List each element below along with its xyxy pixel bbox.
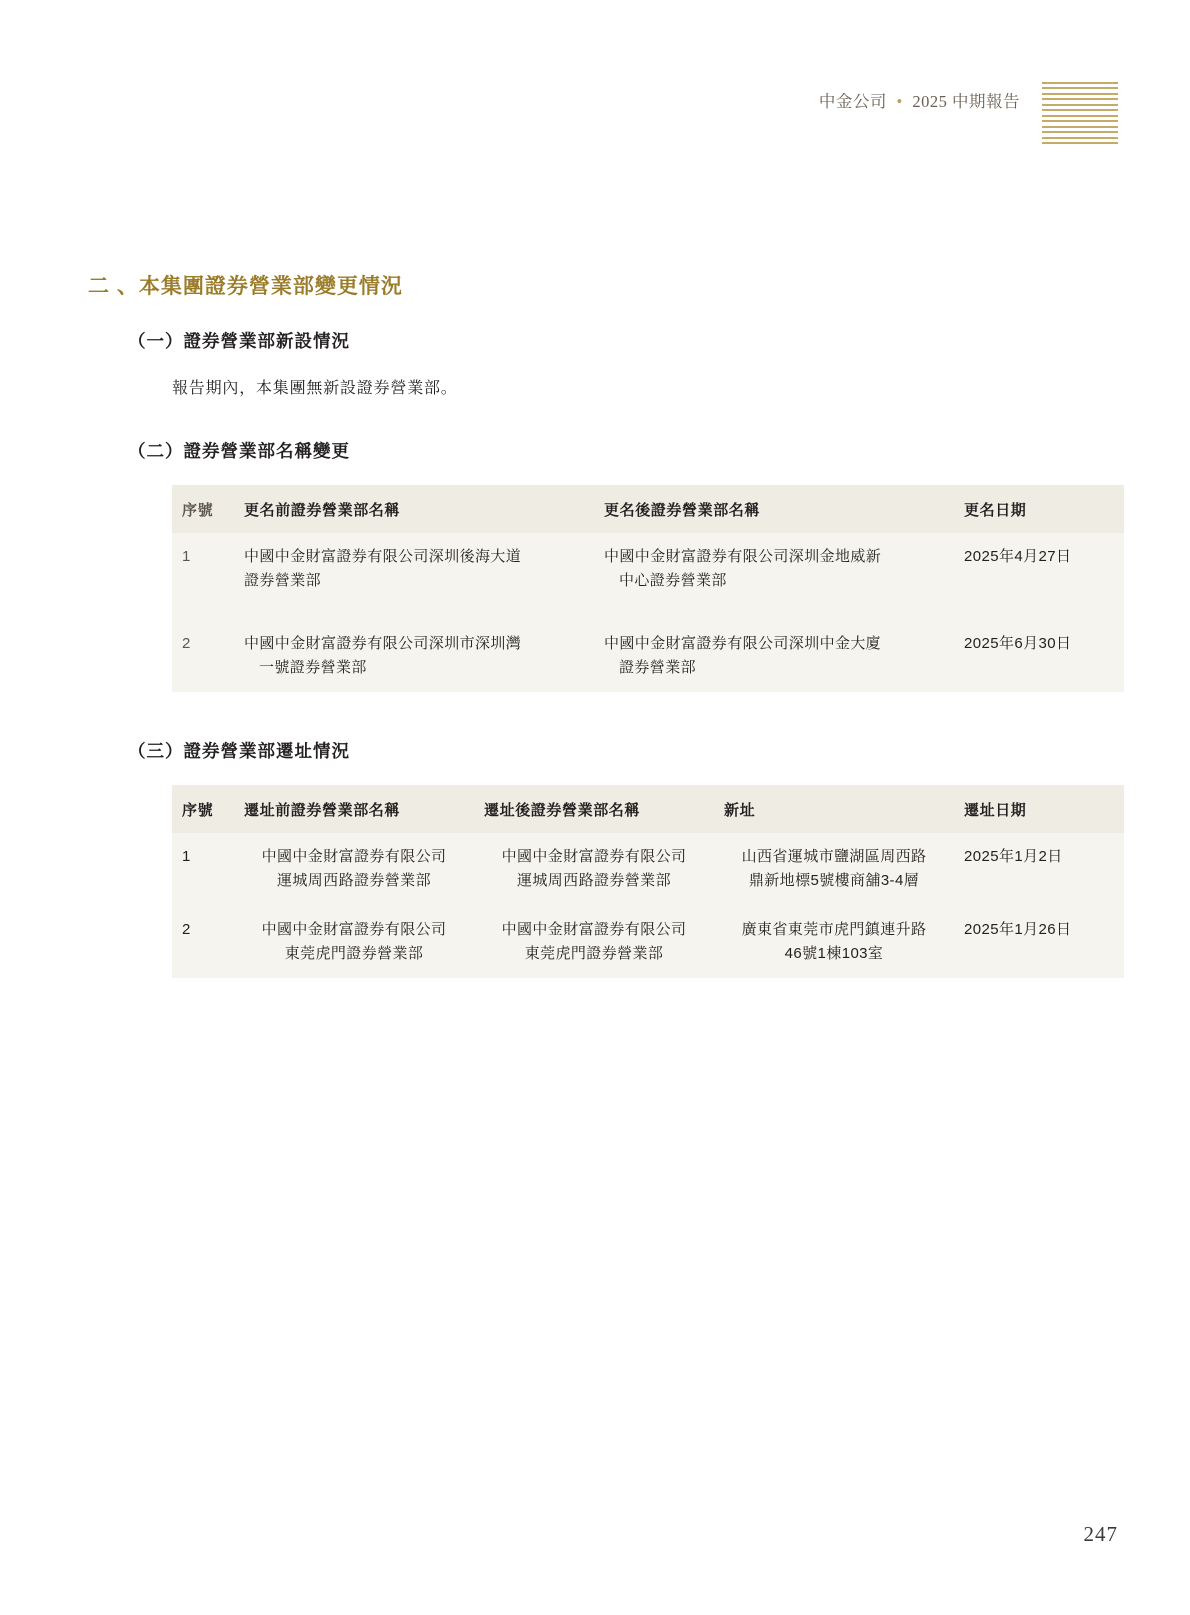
cell-text-line: 證券營業部 [619, 658, 697, 676]
cell-text-line: 證券營業部 [244, 572, 322, 590]
cell-old-name [234, 906, 474, 979]
cell-text-line: 中國中金財富證券有限公司深圳市深圳灣 [244, 634, 522, 652]
cell-no: 2 [172, 620, 234, 693]
table-row [172, 620, 1124, 693]
column-header-no: 序號 [172, 485, 234, 533]
subsection-1-paragraph: 報告期內，本集團無新設證券營業部。 [172, 380, 458, 397]
page-number: 247 [1083, 1522, 1118, 1546]
column-header-address: 新址 [714, 785, 954, 833]
cell-address [714, 833, 954, 906]
subsection-heading-1: （一）證券營業部新設情況 [128, 331, 350, 351]
header-report: 2025 中期報告 [912, 92, 1020, 111]
cell-old-name [234, 533, 594, 620]
cell-new-name [594, 533, 954, 620]
page-header [819, 82, 1118, 144]
name-change-table [172, 485, 1124, 692]
cell-date: 2025年6月30日 [954, 620, 1124, 693]
table-header-row [172, 785, 1124, 833]
cell-text-line: 中心證券營業部 [619, 572, 727, 590]
cell-address [714, 906, 954, 979]
section-heading: 二 、本集團證券營業部變更情況 [88, 275, 403, 298]
cell-date: 2025年1月26日 [954, 906, 1124, 979]
column-header-date: 更名日期 [954, 485, 1124, 533]
cell-text-line: 一號證券營業部 [259, 658, 367, 676]
relocation-table [172, 785, 1124, 978]
cell-no: 1 [172, 533, 234, 620]
column-header-new-name: 更名後證券營業部名稱 [594, 485, 954, 533]
table-header-row [172, 485, 1124, 533]
document-body [88, 270, 1102, 1024]
header-stripes-decoration [1042, 82, 1118, 144]
column-header-date: 遷址日期 [954, 785, 1124, 833]
column-header-old-name: 遷址前證券營業部名稱 [234, 785, 474, 833]
cell-text-line: 東莞虎門證券營業部 [524, 945, 664, 963]
cell-text-line: 中國中金財富證券有限公司深圳後海大道 [244, 548, 522, 565]
cell-text-line: 中國中金財富證券有限公司 [261, 848, 447, 866]
column-header-old-name: 更名前證券營業部名稱 [234, 485, 594, 533]
table-row [172, 833, 1124, 906]
cell-text-line: 山西省運城市鹽湖區周西路 [741, 848, 927, 866]
cell-text-line: 中國中金財富證券有限公司 [501, 848, 687, 866]
cell-text-line: 鼎新地標5號樓商舖3-4層 [748, 872, 920, 890]
cell-no: 2 [172, 906, 234, 979]
subsection-heading-3: （三）證券營業部遷址情況 [128, 741, 350, 762]
table-row [172, 533, 1124, 620]
cell-date: 2025年4月27日 [954, 533, 1124, 620]
column-header-no: 序號 [172, 785, 234, 833]
name-change-table-wrapper [88, 485, 1102, 692]
cell-text-line: 中國中金財富證券有限公司深圳中金大廈 [604, 634, 882, 652]
cell-text-line: 東莞虎門證券營業部 [284, 945, 424, 963]
cell-new-name [594, 620, 954, 693]
header-running-title [819, 82, 1020, 112]
cell-old-name [234, 620, 594, 693]
cell-text-line: 46號1棟103室 [784, 945, 884, 963]
header-separator: • [896, 92, 903, 111]
cell-new-name [474, 833, 714, 906]
column-header-new-name: 遷址後證券營業部名稱 [474, 785, 714, 833]
cell-text-line: 中國中金財富證券有限公司深圳金地威新 [604, 548, 882, 565]
cell-no: 1 [172, 833, 234, 906]
cell-text-line: 中國中金財富證券有限公司 [261, 920, 447, 938]
subsection-heading-2: （二）證券營業部名稱變更 [128, 441, 350, 461]
header-company: 中金公司 [818, 92, 887, 111]
cell-old-name [234, 833, 474, 906]
cell-text-line: 廣東省東莞市虎門鎮連升路 [741, 920, 927, 938]
table-row [172, 906, 1124, 979]
relocation-table-wrapper [88, 785, 1102, 978]
cell-date: 2025年1月2日 [954, 833, 1124, 906]
cell-text-line: 運城周西路證券營業部 [276, 872, 431, 890]
cell-new-name [474, 906, 714, 979]
cell-text-line: 運城周西路證券營業部 [516, 872, 671, 890]
cell-text-line: 中國中金財富證券有限公司 [501, 920, 687, 938]
